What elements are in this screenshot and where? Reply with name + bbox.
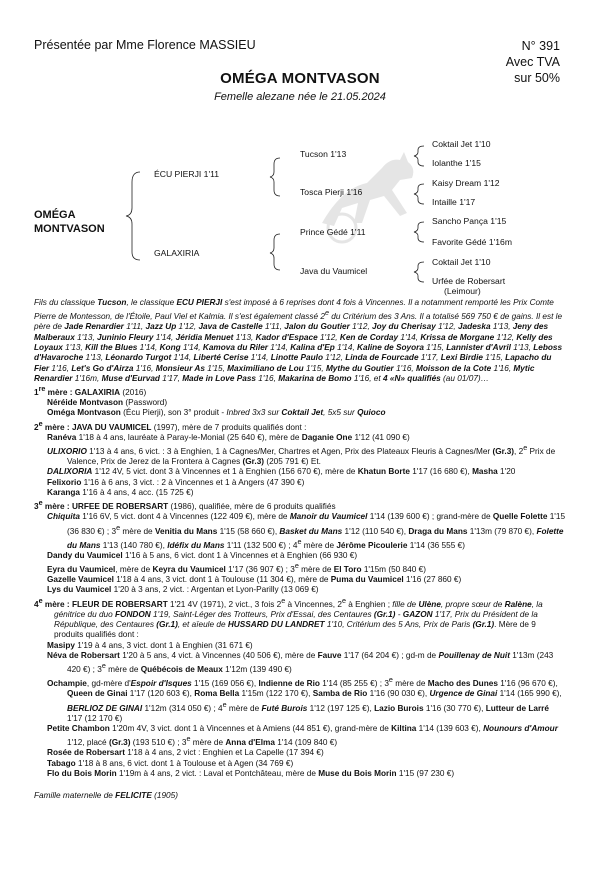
pedigree-dam: GALAXIRIA bbox=[154, 248, 200, 258]
mere1-heading: 1re mère : GALAXIRIA (2016) bbox=[34, 384, 147, 397]
mere2-entry: ULIXORIO 1'13 à 4 ans, 6 vict. : 3 à Enghien, 1 à Cagnes/Mer, Chartres et Agen, Prix des Plateaux Fleuris à Cagnes/Mer (Gr.3), 2e Prix de Valence, Prix de Jerez de la Frontera à Cagnes (Gr.3) (205 791 €) Et. bbox=[47, 443, 556, 467]
pedigree-gen3-7: Coktail Jet 1'10 bbox=[432, 257, 491, 267]
subject-line2: MONTVASON bbox=[34, 223, 105, 235]
mere3-entry: Lys du Vaumicel 1'20 à 3 ans, 2 vict. : Argentan et Lyon-Parilly (13 069 €) bbox=[47, 585, 319, 595]
mere4-entry: Tabago 1'18 à 8 ans, 6 vict. dont 1 à Toulouse et à Agen (34 769 €) bbox=[47, 758, 294, 768]
pedigree-subject bbox=[34, 208, 105, 236]
pedigree-gen3-5: Sancho Pança 1'15 bbox=[432, 216, 507, 226]
subject-line1: OMÉGA bbox=[34, 209, 76, 221]
pedigree-sire: ÉCU PIERJI 1'11 bbox=[154, 169, 220, 179]
pedigree-gen2-1: Tucson 1'13 bbox=[300, 149, 347, 159]
presenter: Présentée par Mme Florence MASSIEU bbox=[34, 38, 256, 52]
tva-label: Avec TVA bbox=[505, 55, 560, 69]
pedigree-gen3-4: Intaille 1'17 bbox=[432, 197, 476, 207]
pedigree-gen3-9: (Leimour) bbox=[444, 286, 481, 296]
pedigree-gen3-3: Kaisy Dream 1'12 bbox=[432, 178, 500, 188]
mere2-entry: Felixorio 1'16 à 6 ans, 3 vict. : 2 à Vincennes et 1 à Angers (47 390 €) bbox=[47, 477, 305, 487]
pedigree-gen3-8: Urfée de Robersart bbox=[432, 276, 506, 286]
mere4-entry: Rosée de Robersart 1'18 à 4 ans, 2 vict : Enghien et La Capelle (17 394 €) bbox=[47, 748, 324, 758]
intro-paragraph: Fils du classique Tucson, le classique ECU PIERJI s'est imposé à 6 reprises dont 4 fois à Vincennes. Il a notamment remporté les Prix Comte Pierre de Montesson, de l'Étoile, Paul Viel et Kalmia. Il s'est également classé 2e du Critérium des 3 Ans. Il a totalisé 569 750 € de gains. Il est le père de Jade Renardier 1'11, Jazz Up 1'12, Java de Castelle 1'11, Jalon du Goutier 1'12, Joy du Cherisay 1'12, Jadeska 1'13, Jeny des Malberaux 1'13, Juninio Fleury 1'14, Jéridia Menuet 1'13, Kador d'Espace 1'12, Ken de Corday 1'14, Krissa de Morgane 1'12, Kelly des Loyaux 1'13, Kill the Blues 1'14, Kong 1'14, Kamova du Riler 1'14, Kalina d'Ep 1'14, Kaline de Soyora 1'15, Lannister d'Avril 1'13, Leboss d'Havaroche 1'13, Léonardo Turgot 1'14, Liberté Cerise 1'14, Linotte Paulo 1'12, Linda de Fourcade 1'17, Lexi Birdie 1'15, Lapacho du Fier 1'16, Let's Go d'Airza 1'16, Monsieur As 1'15, Maximiliano de Lou 1'15, Mythe du Goutier 1'16, Moisson de la Cote 1'16, Mytic Renardier 1'16m, Muse d'Eurvad 1'17, Made in Love Pass 1'16, Makarina de Bomo 1'16, et 4 «N» qualifiés (au 01/07)… bbox=[34, 298, 563, 383]
mere3-heading: 3e mère : URFEE DE ROBERSART (1986), qualifiée, mère de 6 produits qualifiés bbox=[34, 498, 336, 512]
catalog-body bbox=[34, 298, 566, 802]
mere4-entry: Néva de Robersart 1'20 à 5 ans, 4 vict. à Vincennes (40 506 €), mère de Fauve 1'17 (64 204 €) ; gd-m de Pouillenay de Nuit 1'13m (243 420 €) ; 3e mère de Québécois de Meaux 1'12m (139 490 €) bbox=[47, 650, 554, 674]
pedigree-gen2-3: Prince Gédé 1'11 bbox=[300, 227, 366, 237]
pedigree-gen3-6: Favorite Gédé 1'16m bbox=[432, 237, 512, 247]
footer-family: Famille maternelle de FELICITE (1905) bbox=[34, 791, 178, 801]
pedigree-gen3-1: Coktail Jet 1'10 bbox=[432, 139, 491, 149]
pedigree-gen3-2: Iolanthe 1'15 bbox=[432, 158, 481, 168]
mere4-heading: 4e mère : FLEUR DE ROBERSART 1'21 4V (1971), 2 vict., 3 fois 2e à Vincennes, 2e à Enghien ; fille de Ulène, propre sœur de Ralène, la génitrice du duo FONDON 1'19, Saint-Léger des Trotteurs, Prix d'Essai, des Centaures (Gr.1) - GAZON 1'17, Prix du Président de la République, des Centaures (Gr.1), et aïeule de HUSSARD DU LANDRET 1'10, Critérium des 5 Ans, Prix de Paris (Gr.1). Mère de 9 produits qualifiés dont : bbox=[34, 595, 543, 640]
mere4-entry: Flo du Bois Morin 1'19m à 4 ans, 2 vict. : Laval et Pontchâteau, mère de Muse du Bois Morin 1'15 (97 230 €) bbox=[47, 768, 455, 778]
lot-number: N° 391 bbox=[521, 39, 560, 53]
mere4-entry: Ochampie, gd-mère d'Espoir d'Isques 1'15 (169 056 €), Indienne de Rio 1'14 (85 255 €) ; 3e mère de Macho des Dunes 1'16 (96 670 €), Queen de Ginai 1'17 (120 603 €), Roma Bella 1'15m (122 170 €), Samba de Rio 1'16 (90 030 €), Urgence de Ginai 1'14 (165 990 €), BERLIOZ DE GINAI 1'12m (314 050 €) ; 4e mère de Futé Burois 1'12 (197 125 €), Lazio Burois 1'16 (30 770 €), Lutteur de Larré 1'17 (12 170 €) bbox=[47, 675, 562, 723]
mere2-entry: DALIXORIA 1'12 4V, 5 vict. dont 3 à Vincennes et 1 à Enghien (156 670 €), mère de Khatun Borte 1'17 (16 680 €), Masha 1'20 bbox=[47, 467, 516, 477]
pedigree-gen2-4: Java du Vaumicel bbox=[300, 266, 368, 276]
mere3-entry: Eyra du Vaumicel, mère de Keyra du Vaumicel 1'17 (36 907 €) ; 3e mère de El Toro 1'15m (50 840 €) bbox=[47, 561, 426, 574]
pedigree-gen2-2: Tosca Pierji 1'16 bbox=[300, 187, 363, 197]
reserve-label: sur 50% bbox=[514, 71, 560, 85]
mere2-entry: Karanga 1'16 à 4 ans, 4 acc. (15 725 €) bbox=[47, 488, 194, 498]
mere3-entry: Chiquita 1'16 6V, 5 vict. dont 4 à Vincennes (122 409 €), mère de Manoir du Vaumicel 1'14 (139 600 €) ; grand-mère de Quelle Folette 1'15 (36 830 €) ; 3e mère de Venitia du Mans 1'15 (58 660 €), Basket du Mans 1'12 (110 540 €), Draga du Mans 1'13m (79 870 €), Folette du Mans 1'13 (140 780 €), Idéfix du Mans 1'11 (132 500 €) ; 4e mère de Jérôme Picoulerie 1'14 (36 555 €) bbox=[47, 512, 566, 550]
mere1-entry: Oméga Montvason (Écu Pierji), son 3° produit - Inbred 3x3 sur Coktail Jet, 5x5 sur Quioco bbox=[47, 408, 386, 418]
mere2-heading: 2e mère : JAVA DU VAUMICEL (1997), mère de 7 produits qualifiés dont : bbox=[34, 418, 307, 432]
mere3-entry: Dandy du Vaumicel 1'16 à 5 ans, 6 vict. dont 1 à Vincennes et à Enghien (66 930 €) bbox=[47, 550, 358, 560]
mere3-entry: Gazelle Vaumicel 1'18 à 4 ans, 3 vict. dont 1 à Toulouse (11 304 €), mère de Puma du Vaumicel 1'16 (27 860 €) bbox=[47, 575, 462, 585]
mere1-entry: Néréide Montvason (Password) bbox=[47, 398, 168, 408]
mere4-entry: Masipy 1'19 à 4 ans, 3 vict. dont 1 à Enghien (31 671 €) bbox=[47, 640, 253, 650]
page-title: OMÉGA MONTVASON bbox=[220, 70, 380, 87]
mere4-entry: Petite Chambon 1'20m 4V, 3 vict. dont 1 à Vincennes et à Amiens (44 851 €), grand-mère de Kiltina 1'14 (139 603 €), Nounours d'Amour 1'12, placé (Gr.3) (193 510 €) ; 3e mère de Anna d'Elma 1'14 (109 840 €) bbox=[47, 723, 558, 748]
mere2-entry: Ranéva 1'18 à 4 ans, lauréate à Paray-le-Monial (25 640 €), mère de Daganie One 1'12 (41 090 €) bbox=[47, 432, 410, 442]
page-subtitle: Femelle alezane née le 21.05.2024 bbox=[214, 91, 386, 103]
